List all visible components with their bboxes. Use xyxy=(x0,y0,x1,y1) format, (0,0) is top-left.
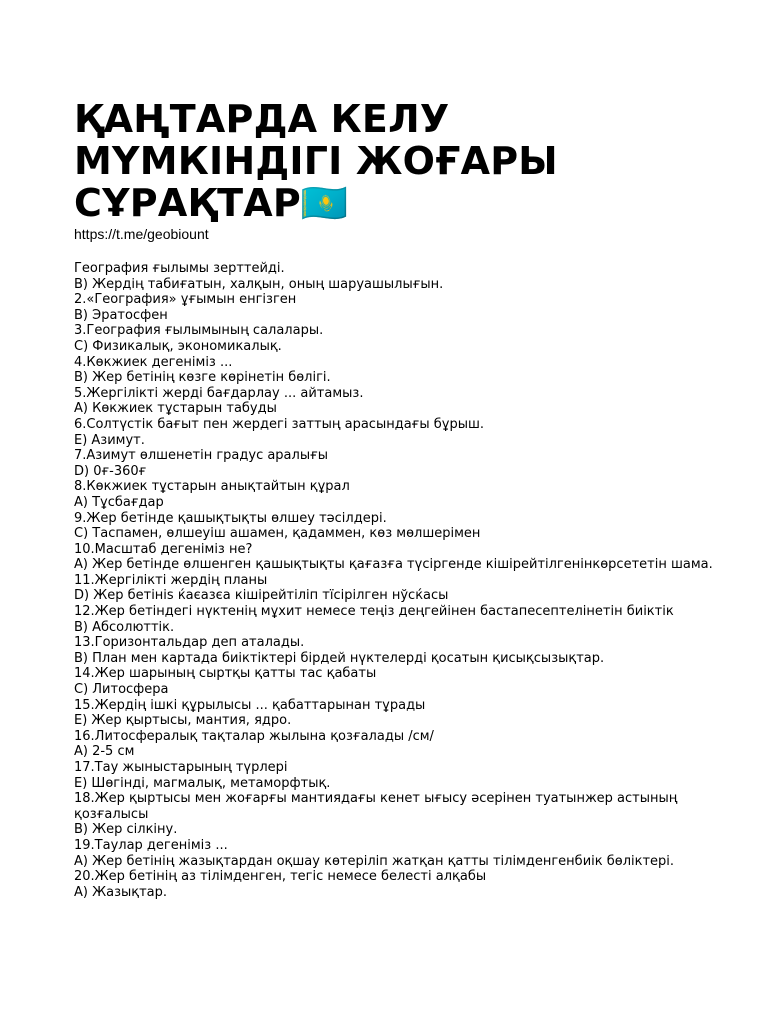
text-line: А) Тұсбағдар xyxy=(74,494,164,510)
text-line: А) Жер бетінің жазықтардан оқшау көтеріліп жатқан қатты тілімденгенбиік бөліктері. xyxy=(74,853,675,869)
text-line: 19.Таулар дегеніміз ... xyxy=(74,837,228,853)
text-line: А) Жер бетінде өлшенген қашықтықты қағазға түсіргенде кішірейтілгенінкөрсететін шама. xyxy=(74,557,713,573)
text-line: 15.Жердің ішкі құрылысы ... қабаттарынан тұрады xyxy=(74,697,426,713)
text-line: Е) Азимут. xyxy=(74,432,145,448)
text-line: D) Жер бетініѕ ќаєазєа кішірейтіліп тїсірілген нўсќасы xyxy=(74,588,449,604)
text-line: В) Жердің табиғатын, халқын, оның шаруашылығын. xyxy=(74,276,444,292)
text-line: География ғылымы зерттейді. xyxy=(74,261,285,276)
text-line: D) 0ғ-360ғ xyxy=(74,463,147,479)
document-title xyxy=(74,98,724,224)
text-line: 6.Солтүстік бағыт пен жердегі заттың арасындағы бұрыш. xyxy=(74,416,484,432)
text-line: 2.«География» ұғымын енгізген xyxy=(74,292,297,308)
text-line: С) Физикалық, экономикалық. xyxy=(74,338,282,354)
telegram-link[interactable]: https://t.me/geobiount xyxy=(74,226,209,242)
document-page xyxy=(74,98,724,900)
title-line-3: СҰРАҚТАР🇰🇿 xyxy=(74,181,349,225)
text-line: 7.Азимут өлшенетін градус аралығы xyxy=(74,448,329,464)
text-line: 20.Жер бетінің аз тілімденген, тегіс немесе белесті алқабы xyxy=(74,869,487,885)
text-line: 12.Жер бетіндегі нүктенің мұхит немесе теңіз деңгейінен бастапесептелінетін биіктік xyxy=(74,604,674,620)
text-line: 3.География ғылымының салалары. xyxy=(74,323,324,339)
text-line: 17.Тау жыныстарының түрлері xyxy=(74,760,288,775)
text-line: 18.Жер қыртысы мен жоғарғы мантиядағы кенет ығысу әсерінен туатынжер астының қозғалысы xyxy=(74,791,682,822)
question-list xyxy=(74,261,724,900)
text-line: А) 2-5 см xyxy=(74,744,135,760)
text-line: 11.Жергілікті жердің планы xyxy=(74,572,268,588)
text-line: В) План мен картада биіктіктері бірдей нүктелерді қосатын қисықсызықтар. xyxy=(74,650,605,666)
text-line: С) Таспамен, өлшеуіш ашамен, қадаммен, көз мөлшерімен xyxy=(74,526,481,542)
text-line: Е) Шөгінді, магмалық, метаморфтық. xyxy=(74,775,331,791)
text-line: В) Эратосфен xyxy=(74,307,168,323)
text-line: А) Жазықтар. xyxy=(74,884,168,900)
text-line: 16.Литосфералық тақталар жылына қозғалады /см/ xyxy=(74,728,434,744)
title-line-2: МҮМКІНДІГІ ЖОҒАРЫ xyxy=(74,139,558,183)
text-line: 13.Горизонтальдар деп аталады. xyxy=(74,635,305,651)
title-line-1: ҚАҢТАРДА КЕЛУ xyxy=(74,97,450,141)
text-line: В) Жер сілкіну. xyxy=(74,822,178,838)
text-line: А) Көкжиек тұстарын табуды xyxy=(74,401,277,417)
text-line: В) Абсолюттік. xyxy=(74,619,175,635)
text-line: 9.Жер бетінде қашықтықты өлшеу тәсілдері. xyxy=(74,510,387,526)
text-line: 14.Жер шарының сыртқы қатты тас қабаты xyxy=(74,666,377,682)
text-line: Е) Жер қыртысы, мантия, ядро. xyxy=(74,713,292,729)
text-line: В) Жер бетінің көзге көрінетін бөлігі. xyxy=(74,370,331,386)
text-line: 8.Көкжиек тұстарын анықтайтын құрал xyxy=(74,479,350,495)
text-line: 10.Масштаб дегеніміз не? xyxy=(74,541,253,557)
text-line: С) Литосфера xyxy=(74,682,169,698)
text-line: 5.Жергілікті жерді бағдарлау ... айтамыз. xyxy=(74,385,364,401)
text-line: 4.Көкжиек дегеніміз ... xyxy=(74,354,233,370)
